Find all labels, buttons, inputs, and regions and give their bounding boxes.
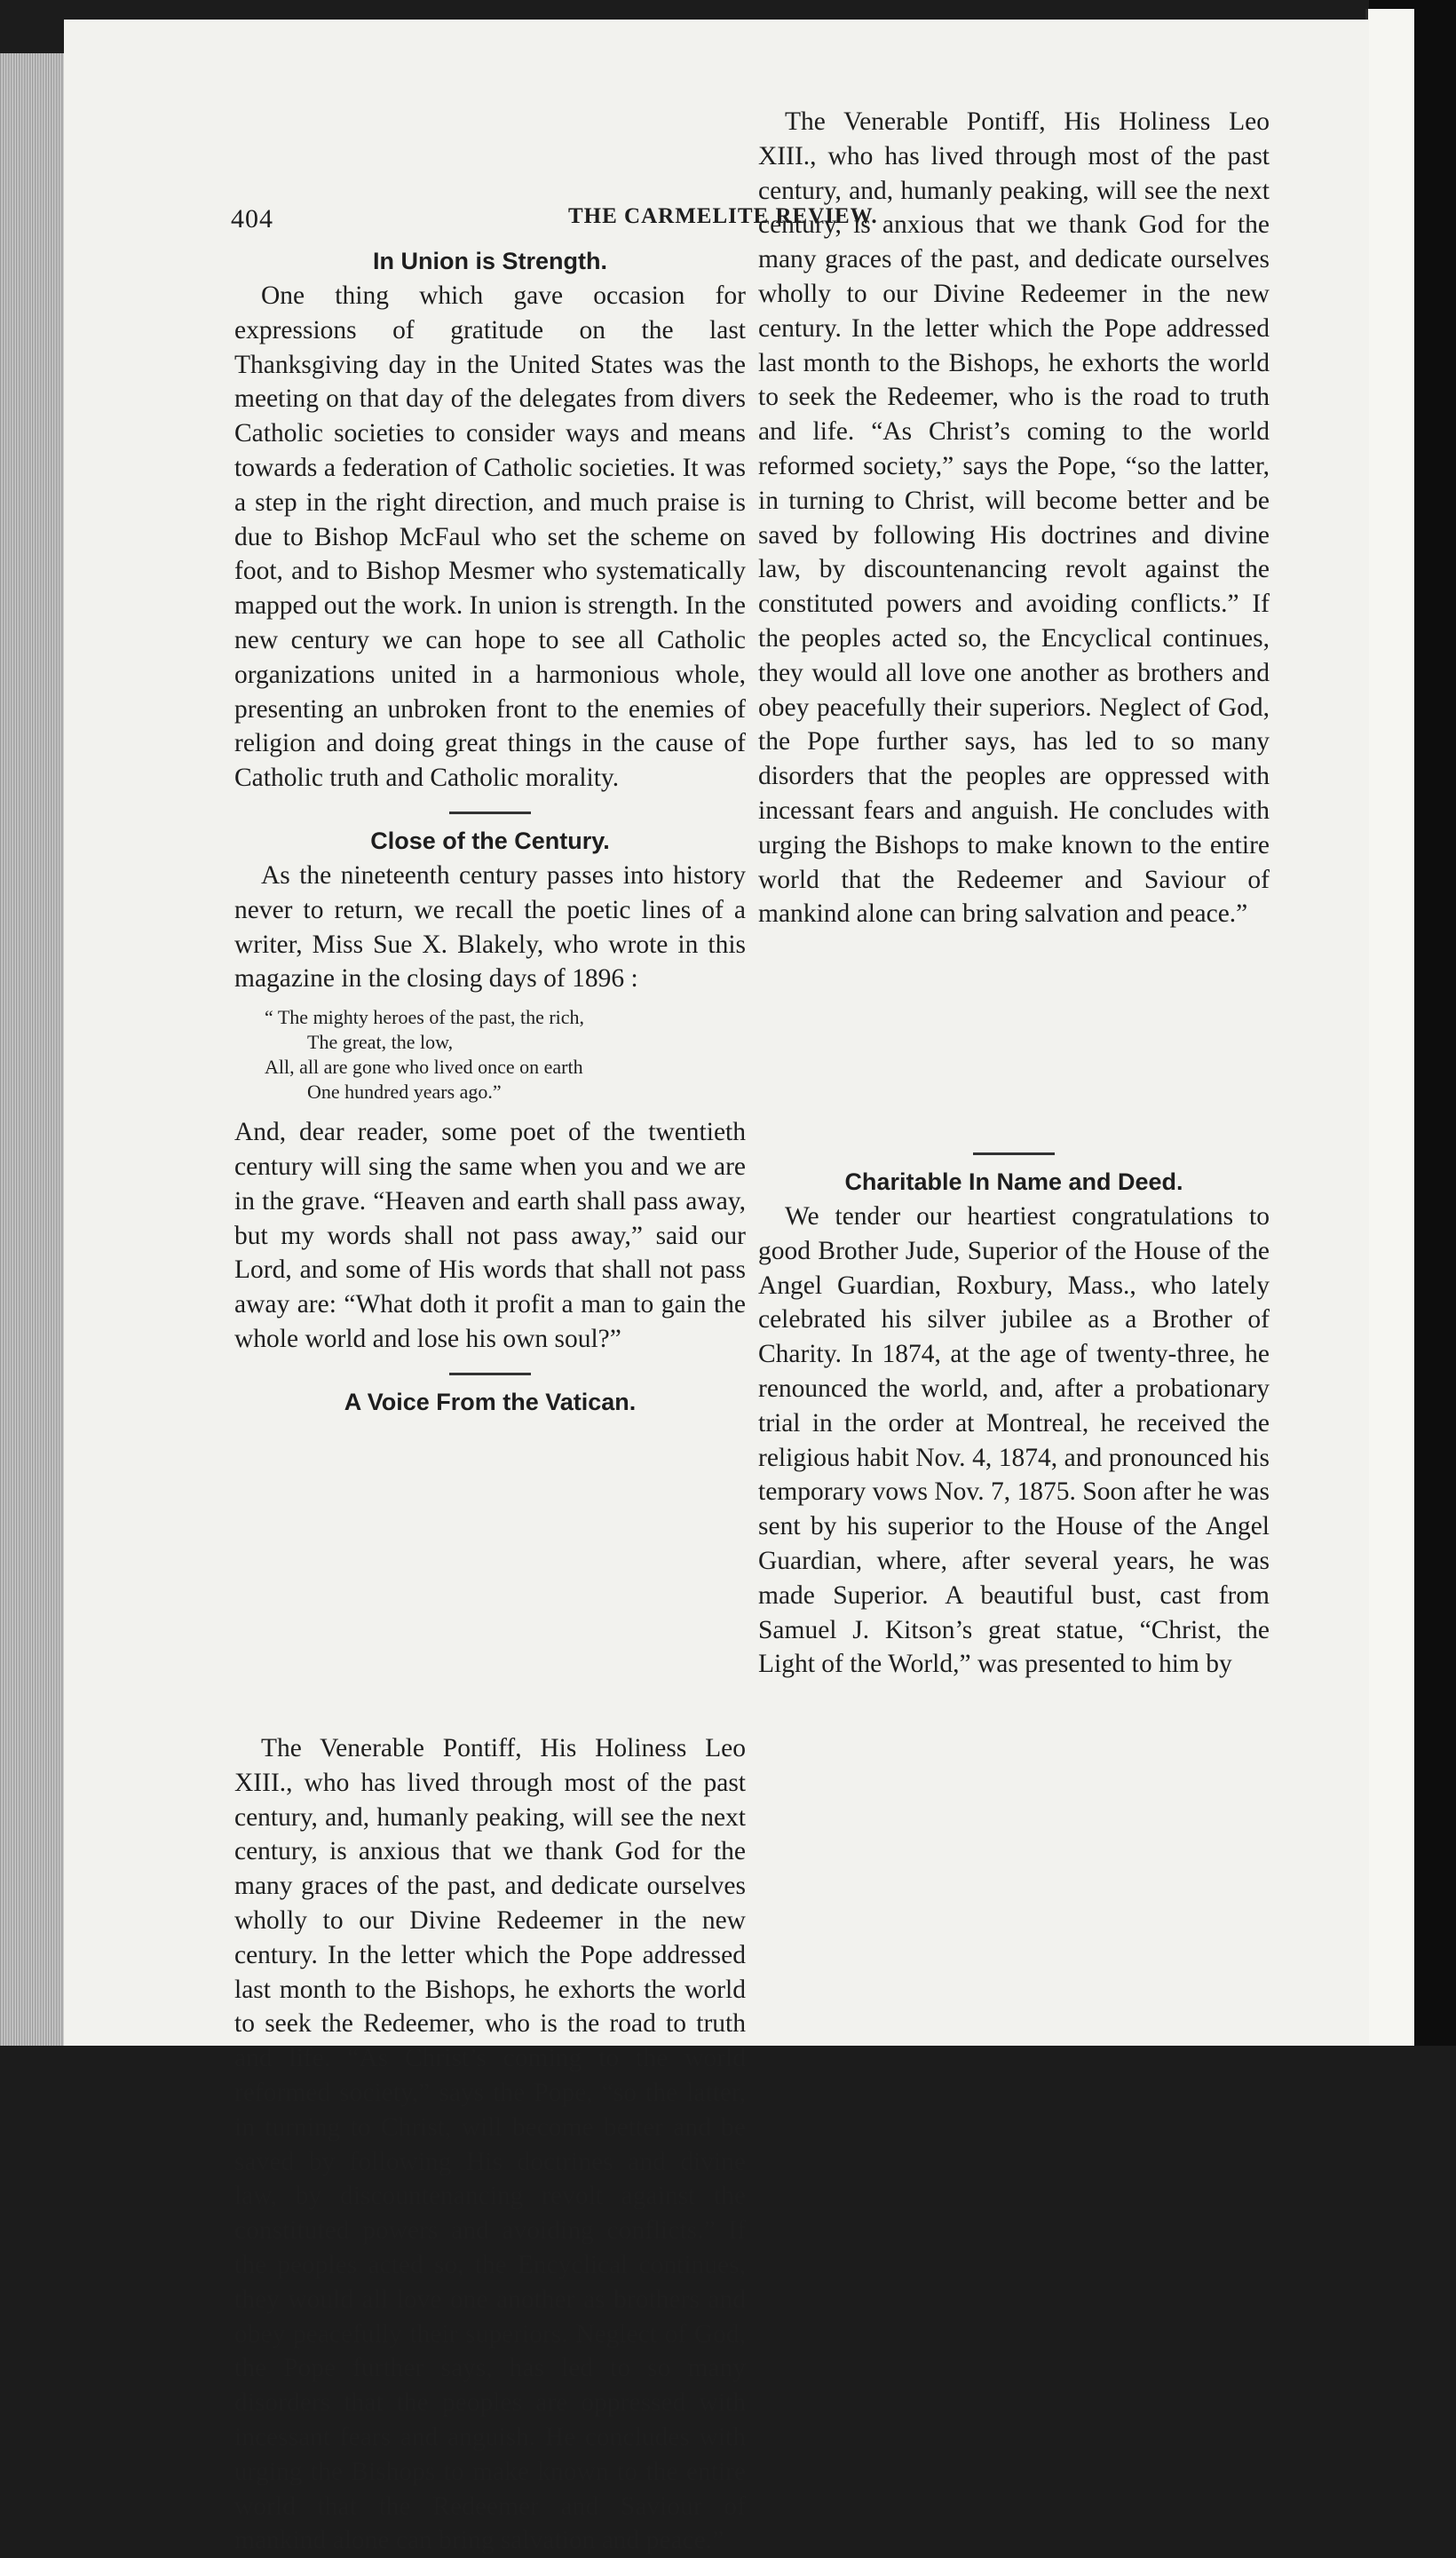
section-divider [973, 1152, 1055, 1155]
paragraph-century: As the nineteenth century passes into history never to return, we recall the poetic lines of a writer, Miss Sue X. Blakely, who wrote in this magazine in the closing days of 1896 : [234, 860, 746, 994]
poem-line: “ The mighty heroes of the past, the rich, [265, 1006, 585, 1029]
vatican-right-part [758, 107, 1270, 1140]
section-title-union: In Union is Strength. [373, 248, 607, 274]
poem-quote [234, 1005, 746, 1105]
poem-line: One hundred years ago.” [307, 1081, 502, 1104]
paragraph-vatican: The Venerable Pontiff, His Holiness Leo XIII., who has lived through most of the past century, and, humanly peaking, will see the next century, is anxious that we thank God for the many graces of the past, and dedicate ourselves wholly to our Divine Redeemer in the new century. In the letter which the Pope addressed last month to the Bishops, he exhorts the world to seek the Redeemer, who is the road to truth and life. “As Christ’s coming to the world reformed society,” says the Pope, “so the latter, in turning to Christ, will become better and be saved by following His doctrines and divine law, by discountenancing revolt against the constituted powers and avoiding conflicts.” If the peoples acted so, the Encyclical continues, they would all love one another as brothers and obey peacefully their superiors. Neglect of God, the Pope further says, has led to so many disorders that the peoples are oppressed with incessant fears and anguish. He concludes with urging the Bishops to make known to the entire world that the Redeemer and Saviour of mankind alone can bring salvation and peace.” [234, 1734, 746, 2555]
running-head: THE CARMELITE REVIEW. [568, 204, 878, 228]
section-divider [449, 812, 531, 814]
left-column [234, 243, 746, 1420]
vatican-left-part [234, 1731, 746, 2555]
page-number: 404 [231, 204, 273, 234]
poem-line: The great, the low, [307, 1031, 454, 1054]
paragraph-union: One thing which gave occasion for expressions of gratitude on the last Thanksgiving day in the United States was the meeting on that day of the delegates from divers Catholic societies to consider ways and means towards a federation of Catholic societies. It was a step in the right direction, and much praise is due to Bishop McFaul who set the scheme on foot, and to Bishop Mesmer who systematically mapped out the work. In union is strength. In the new century we can hope to see all Catholic organizations united in a harmonious whole, presenting an unbroken front to the enemies of religion and doing great things in the cause of Catholic truth and Catholic morality. [234, 281, 746, 793]
section-divider [449, 1373, 531, 1375]
next-page-edge [1365, 9, 1414, 2046]
section-title-vatican: A Voice From the Vatican. [344, 1388, 637, 1415]
poem-line: All, all are gone who lived once on earth [265, 1056, 583, 1079]
section-title-century: Close of the Century. [370, 827, 610, 854]
paragraph-vatican-continued: The Venerable Pontiff, His Holiness Leo XIII., who has lived through most of the past century, and, humanly peaking, will see the next century, is anxious that we thank God for the many graces of the past, and dedicate ourselves wholly to our Divine Redeemer in the new century. In the letter which the Pope addressed last month to the Bishops, he exhorts the world to seek the Redeemer, who is the road to truth and life. “As Christ’s coming to the world reformed society,” says the Pope, “so the latter, in turning to Christ, will become better and be saved by following His doctrines and divine law, by discountenancing revolt against the constituted powers and avoiding conflicts.” If the peoples acted so, the Encyclical continues, they would all love one another as brothers and obey peacefully their superiors. Neglect of God, the Pope further says, has led to so many disorders that the peoples are oppressed with incessant fears and anguish. He concludes with urging the Bishops to make known to the entire world that the Redeemer and Saviour of mankind alone can bring salvation and peace.” [758, 107, 1270, 929]
charitable-section [758, 1152, 1270, 1682]
book-page-edges [0, 53, 71, 2046]
paragraph-century-continued: And, dear reader, some poet of the twentieth century will sing the same when you and we are in the grave. “Heaven and earth shall pass away, but my words shall not pass away,” said our Lord, and some of His words that shall not pass away are: “What doth it profit a man to gain the whole world and lose his own soul?” [234, 1118, 746, 1353]
paragraph-charitable: We tender our heartiest congratulations to good Brother Jude, Superior of the House of the Angel Guardian, Roxbury, Mass., who lately celebrated his silver jubilee as a Brother of Charity. In 1874, at the age of twenty-three, he renounced the world, and, after a probationary trial in the order at Montreal, he received the religious habit Nov. 4, 1874, and pronounced his temporary vows Nov. 7, 1875. Soon after he was sent by his superior to the House of the Angel Guardian, where, after several years, he was made Superior. A beautiful bust, cast from Samuel J. Kitson’s great statue, “Christ, the Light of the World,” was presented to him by [758, 1202, 1270, 1679]
section-title-charitable: Charitable In Name and Deed. [844, 1168, 1183, 1195]
